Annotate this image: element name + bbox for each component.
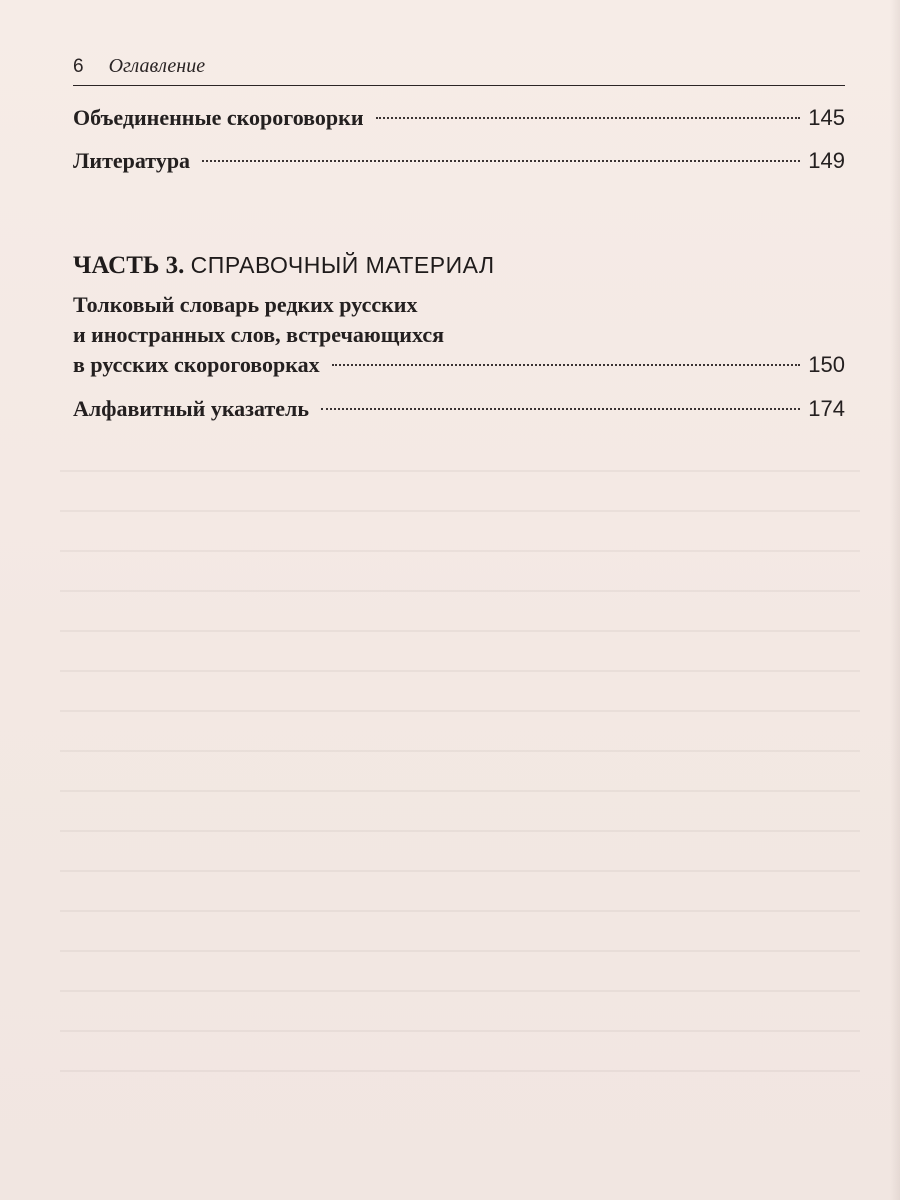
toc-entry-page: 149 bbox=[808, 148, 845, 173]
toc-entry-title: Объединенные скороговорки bbox=[73, 105, 364, 130]
part-title: СПРАВОЧНЫЙ МАТЕРИАЛ bbox=[190, 252, 495, 278]
toc-entry-page: 150 bbox=[808, 352, 845, 377]
header-title: Оглавление bbox=[108, 55, 206, 77]
part-heading bbox=[73, 249, 845, 282]
header-rule bbox=[73, 85, 845, 86]
toc-entry-title-line: и иностранных слов, встречающихся bbox=[73, 322, 445, 347]
toc-entry-title: Литература bbox=[73, 148, 191, 173]
toc-entry-alphabetical-index[interactable] bbox=[73, 394, 845, 424]
toc-leader-dots bbox=[376, 117, 801, 119]
toc-entry-title-line: в русских скороговорках bbox=[73, 352, 320, 377]
header-page-number: 6 bbox=[73, 56, 84, 77]
part-label: ЧАСТЬ 3. bbox=[73, 252, 185, 279]
toc-entry-literature[interactable] bbox=[73, 146, 845, 176]
show-through-texture bbox=[60, 470, 860, 1150]
toc-entry-page: 145 bbox=[808, 105, 845, 130]
toc-entry-glossary[interactable] bbox=[73, 290, 845, 380]
toc-entry-title-line: Толковый словарь редких русских bbox=[73, 292, 418, 317]
running-header bbox=[73, 54, 845, 79]
toc-leader-dots bbox=[321, 408, 800, 410]
toc-entry-title: Алфавитный указатель bbox=[73, 396, 310, 421]
toc-entry-combined-tongue-twisters[interactable] bbox=[73, 103, 845, 133]
toc-leader-dots bbox=[332, 364, 801, 366]
toc-entry-page: 174 bbox=[808, 396, 845, 421]
page-fold-shadow bbox=[890, 0, 900, 1200]
toc-leader-dots bbox=[202, 160, 800, 162]
